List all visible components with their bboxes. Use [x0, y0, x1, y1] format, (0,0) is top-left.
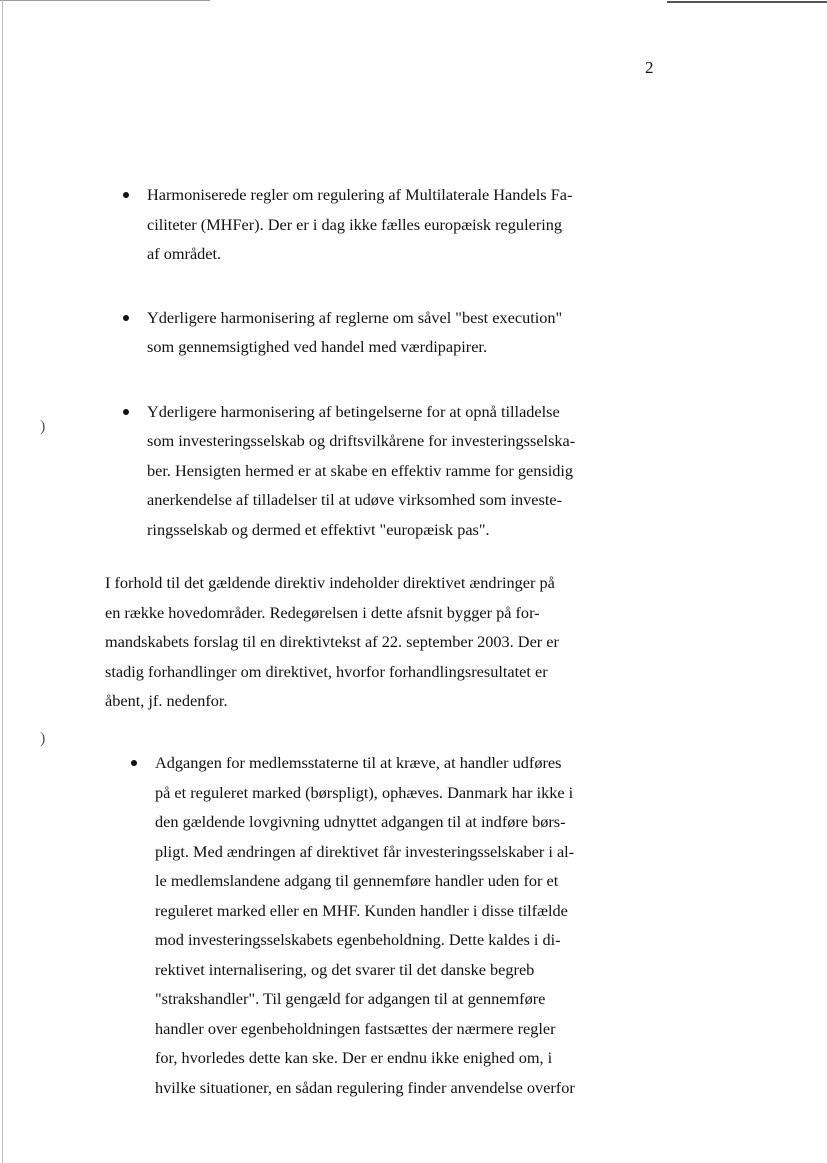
text-line: mod investeringsselskabets egenbeholdning. Dette kaldes i di-	[155, 930, 561, 949]
text-line: stadig forhandlinger om direktivet, hvorfor forhandlingsresultatet er	[105, 661, 548, 681]
text-line: ringsselskab og dermed et effektivt "europæisk pas".	[147, 519, 490, 539]
text-line: le medlemslandene adgang til gennemføre handler uden for et	[155, 871, 559, 890]
bullet-list-top	[147, 180, 575, 544]
bullet-dot-icon	[123, 192, 129, 198]
list-item	[147, 397, 575, 545]
list-item	[147, 303, 575, 362]
text-line: Yderligere harmonisering af reglerne om såvel "best execution"	[147, 307, 563, 327]
scan-edge-left	[2, 0, 3, 1163]
list-item	[147, 180, 575, 269]
page-number: 2	[645, 58, 654, 77]
text-line: ber. Hensigten hermed er at skabe en effektiv ramme for gensidig	[147, 460, 574, 480]
body-paragraph	[105, 568, 559, 716]
text-line: som investeringsselskab og driftsvilkårene for investeringsselska-	[147, 431, 576, 450]
text-line: for, hvorledes dette kan ske. Der er endnu ikke enighed om, i	[155, 1048, 553, 1067]
text-line: Adgangen for medlemsstaterne til at kræve, at handler udføres	[155, 753, 562, 772]
text-line: rektivet internalisering, og det svarer til det danske begreb	[155, 959, 535, 979]
text-line: den gældende lovgivning udnyttet adgangen til at indføre børs-	[155, 812, 566, 831]
text-line: reguleret marked eller en MHF. Kunden handler i disse tilfælde	[155, 900, 568, 920]
text-line: ciliteter (MHFer). Der er i dag ikke fælles europæisk regulering	[147, 214, 563, 234]
scan-mark: )	[40, 730, 46, 747]
bullet-dot-icon	[123, 409, 129, 415]
text-line: som gennemsigtighed ved handel med værdipapirer.	[147, 337, 488, 356]
scan-edge-top	[0, 0, 210, 1]
text-line: af området.	[147, 244, 222, 263]
text-line: på et reguleret marked (børspligt), ophæves. Danmark har ikke i	[155, 782, 574, 802]
text-line: pligt. Med ændringen af direktivet får investeringsselskaber i al-	[155, 841, 575, 861]
scan-mark: )	[40, 418, 46, 435]
text-line: Yderligere harmonisering af betingelserne for at opnå tilladelse	[147, 401, 560, 421]
scan-edge-top-right	[667, 1, 827, 3]
text-line: handler over egenbeholdningen fastsættes der nærmere regler	[155, 1018, 556, 1038]
bullet-dot-icon	[123, 315, 129, 321]
text-line: Harmoniserede regler om regulering af Multilaterale Handels Fa-	[147, 185, 573, 204]
text-line: anerkendelse af tilladelser til at udøve virksomhed som investe-	[147, 490, 563, 509]
text-line: "strakshandler". Til gengæld for adgangen til at gennemføre	[155, 989, 546, 1008]
text-line: en række hovedområder. Redegørelsen i dette afsnit bygger på for-	[105, 602, 540, 622]
bullet-list-bottom	[155, 748, 575, 1102]
text-line: hvilke situationer, en sådan regulering finder anvendelse overfor	[155, 1077, 575, 1097]
list-item	[155, 748, 575, 1102]
text-line: åbent, jf. nedenfor.	[105, 691, 228, 710]
text-line: mandskabets forslag til en direktivtekst af 22. september 2003. Der er	[105, 632, 559, 651]
text-line: I forhold til det gældende direktiv indeholder direktivet ændringer på	[105, 573, 555, 592]
bullet-dot-icon	[131, 760, 137, 766]
